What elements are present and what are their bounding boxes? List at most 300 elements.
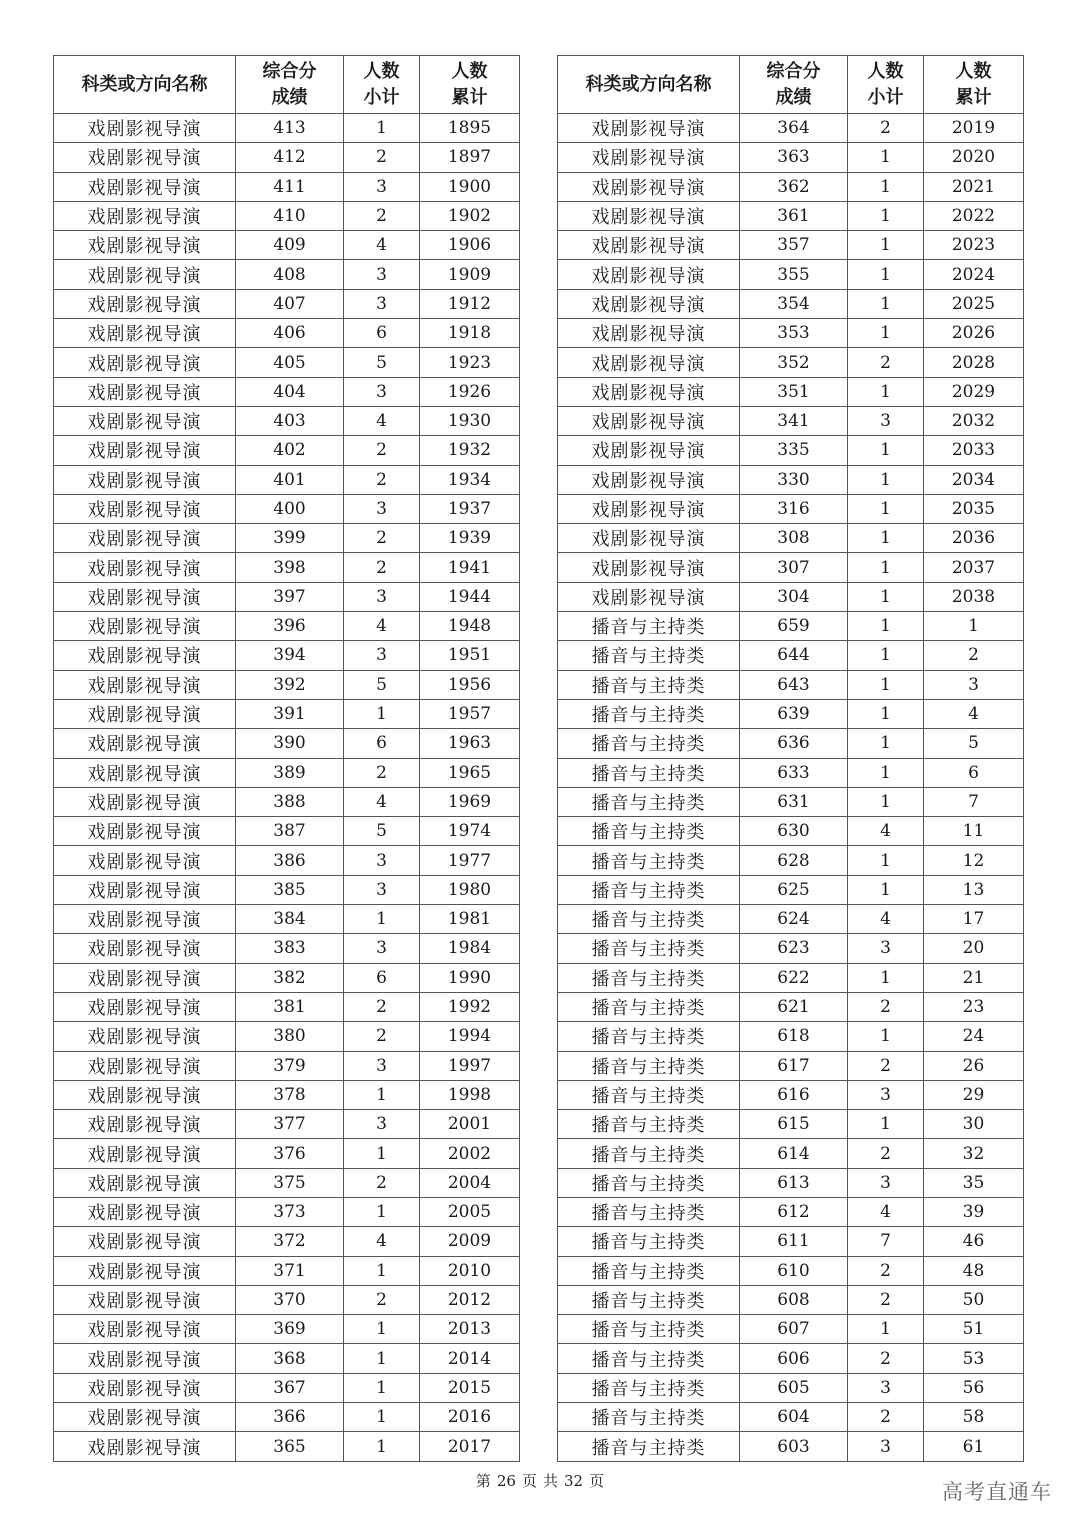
cell-name: 播音与主持类 [558,1285,740,1314]
cell-score: 412 [236,143,344,172]
cell-name: 播音与主持类 [558,641,740,670]
cell-cumulative: 2020 [924,143,1024,172]
cell-name: 戏剧影视导演 [54,1139,236,1168]
cell-cumulative: 53 [924,1344,1024,1373]
cell-count: 1 [848,494,924,523]
cell-score: 365 [236,1432,344,1461]
table-row [54,1285,520,1314]
table-row [54,582,520,611]
cell-cumulative: 2 [924,641,1024,670]
footer-prefix: 第 [475,1472,491,1490]
cell-score: 361 [740,201,848,230]
cell-score: 633 [740,758,848,787]
cell-cumulative: 2035 [924,494,1024,523]
cell-count: 2 [344,524,420,553]
table-row [54,377,520,406]
cell-cumulative: 2014 [420,1344,520,1373]
table-row [54,143,520,172]
cell-score: 388 [236,787,344,816]
cell-score: 617 [740,1051,848,1080]
cell-name: 戏剧影视导演 [54,377,236,406]
cell-name: 戏剧影视导演 [558,289,740,318]
cell-cumulative: 48 [924,1256,1024,1285]
cell-score: 387 [236,817,344,846]
cell-score: 351 [740,377,848,406]
cell-count: 3 [344,377,420,406]
cell-count: 1 [848,787,924,816]
page-footer [0,1470,1080,1491]
cell-cumulative: 1 [924,612,1024,641]
cell-name: 播音与主持类 [558,1227,740,1256]
cell-name: 戏剧影视导演 [558,231,740,260]
footer-suffix: 页 [589,1472,605,1490]
table-row [558,1315,1024,1344]
cell-score: 353 [740,319,848,348]
header-score: 综合分 成绩 [740,56,848,114]
cell-cumulative: 1965 [420,758,520,787]
cell-name: 戏剧影视导演 [558,406,740,435]
cell-score: 403 [236,406,344,435]
cell-count: 1 [344,1373,420,1402]
cell-count: 3 [848,934,924,963]
cell-count: 3 [344,582,420,611]
cell-cumulative: 50 [924,1285,1024,1314]
cell-count: 2 [344,553,420,582]
table-row [558,1139,1024,1168]
cell-name: 播音与主持类 [558,1344,740,1373]
cell-count: 2 [344,1022,420,1051]
cell-name: 戏剧影视导演 [54,524,236,553]
cell-cumulative: 2001 [420,1110,520,1139]
table-row [54,758,520,787]
cell-count: 1 [848,1022,924,1051]
cell-name: 戏剧影视导演 [54,905,236,934]
cell-count: 1 [848,1315,924,1344]
table-row [558,1344,1024,1373]
table-row [558,758,1024,787]
cell-count: 1 [848,260,924,289]
cell-cumulative: 1926 [420,377,520,406]
cell-name: 播音与主持类 [558,817,740,846]
cell-score: 352 [740,348,848,377]
cell-score: 608 [740,1285,848,1314]
cell-cumulative: 1992 [420,992,520,1021]
cell-score: 406 [236,319,344,348]
cell-name: 戏剧影视导演 [54,260,236,289]
cell-count: 1 [848,963,924,992]
cell-score: 394 [236,641,344,670]
cell-name: 播音与主持类 [558,1168,740,1197]
cell-name: 戏剧影视导演 [54,406,236,435]
cell-count: 2 [848,348,924,377]
cell-name: 戏剧影视导演 [54,670,236,699]
cell-name: 戏剧影视导演 [54,729,236,758]
cell-score: 364 [740,114,848,143]
cell-count: 5 [344,670,420,699]
cell-count: 6 [344,319,420,348]
watermark: 高考直通车 [942,1480,1052,1504]
cell-name: 戏剧影视导演 [54,1285,236,1314]
table-row [558,1168,1024,1197]
table-row [558,1227,1024,1256]
cell-cumulative: 1990 [420,963,520,992]
cell-cumulative: 26 [924,1051,1024,1080]
cell-count: 4 [848,905,924,934]
cell-name: 戏剧影视导演 [54,963,236,992]
table-row [54,1227,520,1256]
cell-count: 1 [848,641,924,670]
cell-score: 389 [236,758,344,787]
cell-cumulative: 17 [924,905,1024,934]
cell-cumulative: 1998 [420,1080,520,1109]
cell-score: 316 [740,494,848,523]
cell-cumulative: 2015 [420,1373,520,1402]
cell-score: 610 [740,1256,848,1285]
cell-name: 播音与主持类 [558,699,740,728]
cell-count: 3 [344,641,420,670]
cell-score: 614 [740,1139,848,1168]
table-row [558,553,1024,582]
score-table-left [53,55,520,1462]
table-row [54,114,520,143]
cell-score: 368 [236,1344,344,1373]
cell-score: 308 [740,524,848,553]
cell-count: 2 [848,114,924,143]
cell-score: 381 [236,992,344,1021]
cell-cumulative: 1909 [420,260,520,289]
cell-name: 戏剧影视导演 [54,1110,236,1139]
cell-cumulative: 2024 [924,260,1024,289]
cell-score: 355 [740,260,848,289]
table-row [54,787,520,816]
table-row [54,260,520,289]
header-cumulative: 人数 累计 [420,56,520,114]
cell-score: 603 [740,1432,848,1461]
cell-name: 戏剧影视导演 [54,641,236,670]
table-row [558,524,1024,553]
cell-cumulative: 1948 [420,612,520,641]
cell-cumulative: 7 [924,787,1024,816]
table-row [558,787,1024,816]
cell-cumulative: 1951 [420,641,520,670]
cell-name: 戏剧影视导演 [54,846,236,875]
cell-count: 3 [344,260,420,289]
cell-name: 戏剧影视导演 [54,143,236,172]
cell-cumulative: 2034 [924,465,1024,494]
cell-score: 375 [236,1168,344,1197]
table-row [558,1197,1024,1226]
cell-score: 611 [740,1227,848,1256]
cell-count: 4 [344,1227,420,1256]
table-row [54,172,520,201]
cell-count: 3 [344,172,420,201]
table-row [54,670,520,699]
cell-score: 622 [740,963,848,992]
cell-cumulative: 2021 [924,172,1024,201]
table-row [54,348,520,377]
cell-count: 4 [344,787,420,816]
cell-score: 605 [740,1373,848,1402]
cell-cumulative: 46 [924,1227,1024,1256]
cell-score: 370 [236,1285,344,1314]
cell-count: 4 [848,817,924,846]
table-row [558,348,1024,377]
cell-score: 330 [740,465,848,494]
table-row [54,1344,520,1373]
cell-name: 戏剧影视导演 [558,172,740,201]
cell-score: 378 [236,1080,344,1109]
cell-name: 戏剧影视导演 [54,1344,236,1373]
cell-name: 戏剧影视导演 [54,1168,236,1197]
cell-count: 2 [848,1285,924,1314]
table-row [54,465,520,494]
cell-name: 戏剧影视导演 [54,1197,236,1226]
cell-count: 2 [848,1256,924,1285]
header-cumulative: 人数 累计 [924,56,1024,114]
cell-score: 404 [236,377,344,406]
cell-count: 2 [344,436,420,465]
cell-count: 3 [848,1080,924,1109]
cell-name: 戏剧影视导演 [54,231,236,260]
cell-count: 4 [344,406,420,435]
cell-count: 1 [344,1403,420,1432]
cell-cumulative: 12 [924,846,1024,875]
cell-name: 戏剧影视导演 [54,992,236,1021]
table-row [54,875,520,904]
cell-name: 播音与主持类 [558,787,740,816]
cell-score: 304 [740,582,848,611]
cell-count: 3 [848,1168,924,1197]
cell-cumulative: 1981 [420,905,520,934]
cell-score: 624 [740,905,848,934]
table-row [558,1080,1024,1109]
cell-score: 384 [236,905,344,934]
table-row [54,934,520,963]
cell-name: 播音与主持类 [558,1110,740,1139]
cell-count: 3 [848,1373,924,1402]
table-row [54,1022,520,1051]
table-row [54,641,520,670]
cell-cumulative: 2019 [924,114,1024,143]
table-row [54,729,520,758]
cell-score: 400 [236,494,344,523]
cell-count: 2 [344,758,420,787]
cell-count: 2 [848,992,924,1021]
cell-count: 1 [344,1197,420,1226]
table-row [54,1197,520,1226]
cell-count: 1 [848,670,924,699]
table-body-left [54,114,520,1462]
cell-score: 625 [740,875,848,904]
cell-score: 616 [740,1080,848,1109]
cell-name: 戏剧影视导演 [54,787,236,816]
cell-name: 播音与主持类 [558,846,740,875]
cell-cumulative: 2005 [420,1197,520,1226]
cell-name: 播音与主持类 [558,875,740,904]
cell-count: 1 [848,319,924,348]
cell-cumulative: 2022 [924,201,1024,230]
cell-cumulative: 20 [924,934,1024,963]
cell-cumulative: 1963 [420,729,520,758]
header-name: 科类或方向名称 [54,56,236,114]
table-row [558,934,1024,963]
cell-count: 3 [344,1051,420,1080]
cell-cumulative: 1897 [420,143,520,172]
table-row [558,1403,1024,1432]
cell-name: 戏剧影视导演 [54,1256,236,1285]
cell-cumulative: 1906 [420,231,520,260]
cell-name: 戏剧影视导演 [54,319,236,348]
cell-score: 643 [740,670,848,699]
cell-count: 1 [848,846,924,875]
table-row [54,1315,520,1344]
table-row [558,846,1024,875]
cell-cumulative: 1939 [420,524,520,553]
cell-count: 1 [848,612,924,641]
cell-score: 377 [236,1110,344,1139]
cell-cumulative: 2033 [924,436,1024,465]
cell-name: 戏剧影视导演 [558,114,740,143]
table-row [558,1051,1024,1080]
cell-count: 1 [344,114,420,143]
table-row [558,1432,1024,1461]
cell-name: 戏剧影视导演 [54,494,236,523]
header-name: 科类或方向名称 [558,56,740,114]
table-row [558,377,1024,406]
cell-cumulative: 2026 [924,319,1024,348]
cell-score: 357 [740,231,848,260]
cell-count: 1 [848,172,924,201]
cell-count: 4 [344,231,420,260]
cell-cumulative: 1974 [420,817,520,846]
cell-count: 1 [344,1432,420,1461]
cell-name: 播音与主持类 [558,1051,740,1080]
cell-cumulative: 58 [924,1403,1024,1432]
cell-count: 1 [344,1344,420,1373]
cell-score: 397 [236,582,344,611]
cell-count: 4 [344,612,420,641]
cell-cumulative: 61 [924,1432,1024,1461]
cell-name: 戏剧影视导演 [54,1051,236,1080]
cell-count: 2 [848,1344,924,1373]
cell-score: 386 [236,846,344,875]
cell-count: 2 [848,1403,924,1432]
cell-name: 播音与主持类 [558,905,740,934]
table-row [558,612,1024,641]
cell-count: 2 [344,201,420,230]
cell-name: 戏剧影视导演 [54,612,236,641]
cell-score: 407 [236,289,344,318]
cell-name: 戏剧影视导演 [54,1227,236,1256]
table-row [558,406,1024,435]
table-header-row [54,56,520,114]
cell-cumulative: 2010 [420,1256,520,1285]
table-row [558,201,1024,230]
cell-score: 604 [740,1403,848,1432]
cell-name: 戏剧影视导演 [558,260,740,289]
table-row [558,436,1024,465]
table-row [54,1051,520,1080]
cell-count: 3 [344,1110,420,1139]
cell-name: 戏剧影视导演 [54,582,236,611]
cell-score: 335 [740,436,848,465]
cell-count: 5 [344,348,420,377]
cell-name: 戏剧影视导演 [54,817,236,846]
cell-count: 2 [344,143,420,172]
table-row [558,641,1024,670]
cell-name: 戏剧影视导演 [54,699,236,728]
cell-name: 播音与主持类 [558,1315,740,1344]
cell-cumulative: 39 [924,1197,1024,1226]
cell-cumulative: 1944 [420,582,520,611]
cell-count: 3 [848,1432,924,1461]
cell-cumulative: 29 [924,1080,1024,1109]
cell-cumulative: 2013 [420,1315,520,1344]
cell-cumulative: 1977 [420,846,520,875]
table-row [54,406,520,435]
cell-cumulative: 1957 [420,699,520,728]
table-body-right [558,114,1024,1462]
cell-name: 戏剧影视导演 [558,494,740,523]
table-header-row [558,56,1024,114]
cell-name: 播音与主持类 [558,1403,740,1432]
table-row [558,143,1024,172]
cell-cumulative: 2037 [924,553,1024,582]
cell-name: 播音与主持类 [558,670,740,699]
cell-count: 1 [848,465,924,494]
cell-name: 戏剧影视导演 [558,553,740,582]
cell-score: 410 [236,201,344,230]
cell-cumulative: 5 [924,729,1024,758]
cell-name: 播音与主持类 [558,992,740,1021]
table-row [558,1373,1024,1402]
table-row [54,1403,520,1432]
table-row [54,1110,520,1139]
cell-cumulative: 1941 [420,553,520,582]
cell-count: 3 [344,934,420,963]
cell-count: 1 [344,1080,420,1109]
table-row [54,1373,520,1402]
cell-count: 1 [344,1139,420,1168]
cell-name: 戏剧影视导演 [54,1403,236,1432]
cell-score: 396 [236,612,344,641]
cell-name: 播音与主持类 [558,729,740,758]
cell-name: 戏剧影视导演 [54,201,236,230]
table-row [558,729,1024,758]
cell-name: 戏剧影视导演 [558,143,740,172]
cell-name: 播音与主持类 [558,1080,740,1109]
cell-name: 播音与主持类 [558,758,740,787]
cell-count: 1 [848,231,924,260]
table-row [54,1080,520,1109]
cell-cumulative: 1918 [420,319,520,348]
cell-score: 391 [236,699,344,728]
cell-score: 392 [236,670,344,699]
cell-count: 1 [848,524,924,553]
table-row [558,875,1024,904]
cell-cumulative: 24 [924,1022,1024,1051]
cell-score: 659 [740,612,848,641]
cell-name: 戏剧影视导演 [54,465,236,494]
cell-cumulative: 1900 [420,172,520,201]
cell-count: 1 [344,905,420,934]
cell-name: 播音与主持类 [558,1373,740,1402]
cell-count: 1 [848,875,924,904]
cell-score: 409 [236,231,344,260]
cell-score: 413 [236,114,344,143]
table-row [558,963,1024,992]
cell-count: 1 [344,1315,420,1344]
